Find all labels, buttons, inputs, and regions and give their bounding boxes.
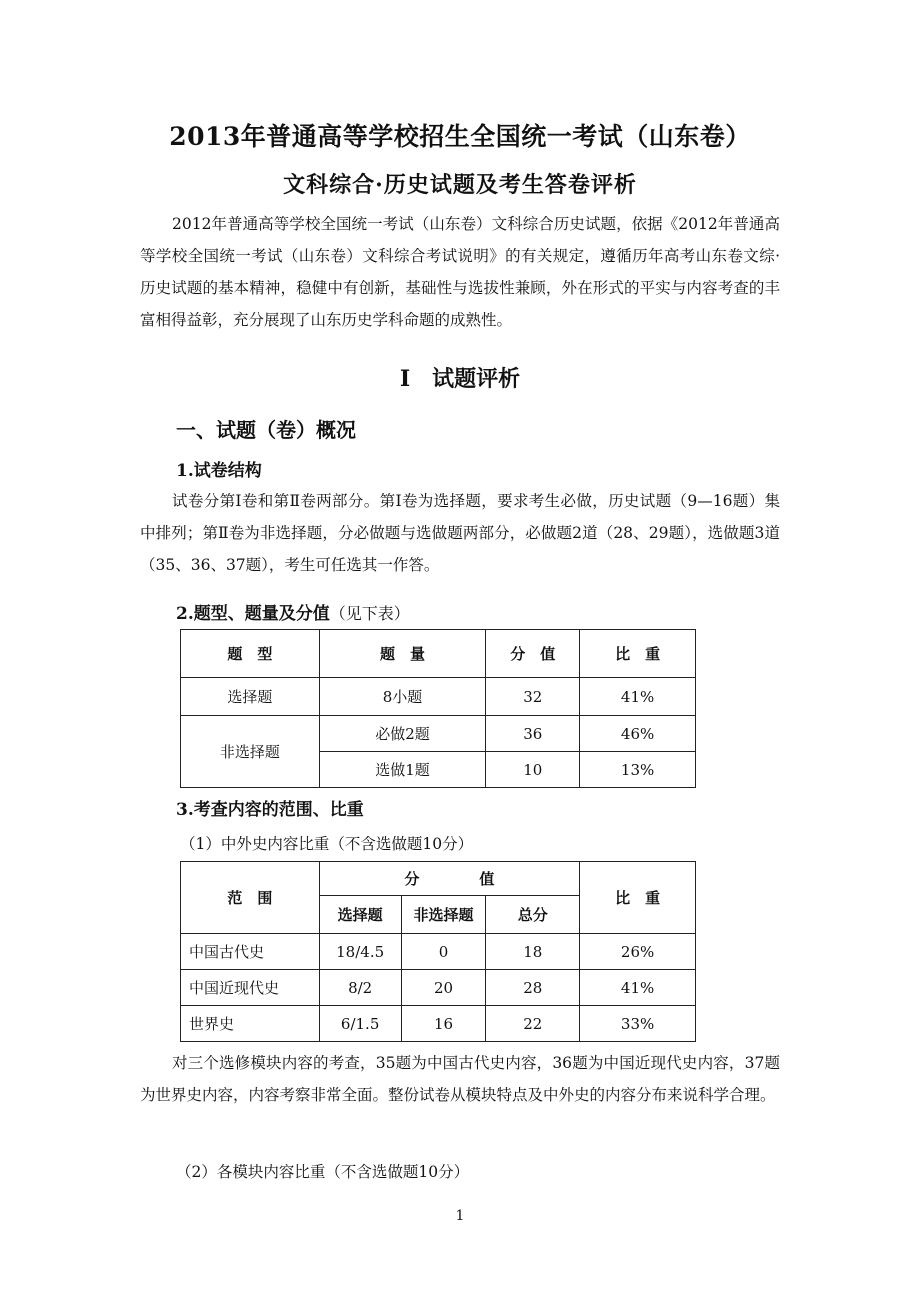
t1-header-type: 题 型 [181,630,320,678]
t2-subheader-nonchoice: 非选择题 [401,896,486,934]
t1-cell: 13% [580,752,696,788]
t1-cell: 10 [486,752,580,788]
page-number: 1 [455,1208,465,1224]
s3-paragraph: 对三个选修模块内容的考查，35题为中国古代史内容，36题为中国近现代史内容，37题为世界史内容，内容考察非常全面。整份试卷从模块特点及中外史的内容分布来说科学合理。 [140,1054,780,1104]
t1-cell: 41% [580,678,696,716]
s2-heading [176,599,410,624]
intro-paragraph: 2012年普通高等学校全国统一考试（山东卷）文科综合历史试题，依据《2012年普通高等学校全国统一考试（山东卷）文科综合考试说明》的有关规定，遵循历年高考山东卷文综·历史试题的基本精神，稳健中有创新，基础性与选拔性兼顾，外在形式的平实与内容考查的丰富相得益彰，充分展现了山东历史学科命题的成熟性。 [140,215,780,329]
t1-cell: 选做1题 [319,752,486,788]
s1-heading: 1.试卷结构 [176,461,262,481]
t1-cell: 选择题 [181,678,320,716]
question-type-table [180,629,696,788]
t2-subheader-total: 总分 [486,896,580,934]
t2-cell: 33% [580,1006,696,1042]
t1-header-score: 分 值 [486,630,580,678]
t2-cell: 18/4.5 [319,934,401,970]
t2-header-scope: 范 围 [181,862,320,934]
t2-cell: 8/2 [319,970,401,1006]
t1-header-count: 题 量 [319,630,486,678]
document-subtitle: 文科综合·历史试题及考生答卷评析 [283,172,637,198]
t2-subheader-choice: 选择题 [319,896,401,934]
t2-cell: 6/1.5 [319,1006,401,1042]
t2-cell: 41% [580,970,696,1006]
t1-cell: 36 [486,716,580,752]
t2-cell: 16 [401,1006,486,1042]
t2-header-ratio: 比 重 [580,862,696,934]
section-title: Ⅰ 试题评析 [399,366,521,392]
document-title: 2013年普通高等学校招生全国统一考试（山东卷） [169,122,751,151]
t2-row-label: 世界史 [181,1006,320,1042]
t2-cell: 22 [486,1006,580,1042]
t2-row-label: 中国近现代史 [181,970,320,1006]
part1-heading: 一、试题（卷）概况 [176,418,356,442]
t1-group-label: 非选择题 [181,716,320,788]
t1-header-ratio: 比 重 [580,630,696,678]
t2-header-score: 分 值 [319,862,580,896]
t1-cell: 必做2题 [319,716,486,752]
t2-cell: 20 [401,970,486,1006]
t2-row-label: 中国古代史 [181,934,320,970]
history-content-table [180,861,696,1042]
t2-cell: 0 [401,934,486,970]
t2-cell: 28 [486,970,580,1006]
s2-heading-text: 2.题型、题量及分值 [176,604,330,624]
s3-note1: （1）中外史内容比重（不含选做题10分） [180,835,474,853]
t2-cell: 18 [486,934,580,970]
s3-note2: （2）各模块内容比重（不含选做题10分） [176,1163,470,1181]
s2-heading-note: （见下表） [329,604,410,623]
t1-cell: 8小题 [319,678,486,716]
s3-heading: 3.考查内容的范围、比重 [176,800,364,820]
t2-cell: 26% [580,934,696,970]
t1-cell: 46% [580,716,696,752]
t1-cell: 32 [486,678,580,716]
s1-paragraph: 试卷分第Ⅰ卷和第Ⅱ卷两部分。第Ⅰ卷为选择题，要求考生必做，历史试题（9—16题）集中排列；第Ⅱ卷为非选择题，分必做题与选做题两部分，必做题2道（28、29题），选做题3道（35、36、37题），考生可任选其一作答。 [140,492,780,574]
